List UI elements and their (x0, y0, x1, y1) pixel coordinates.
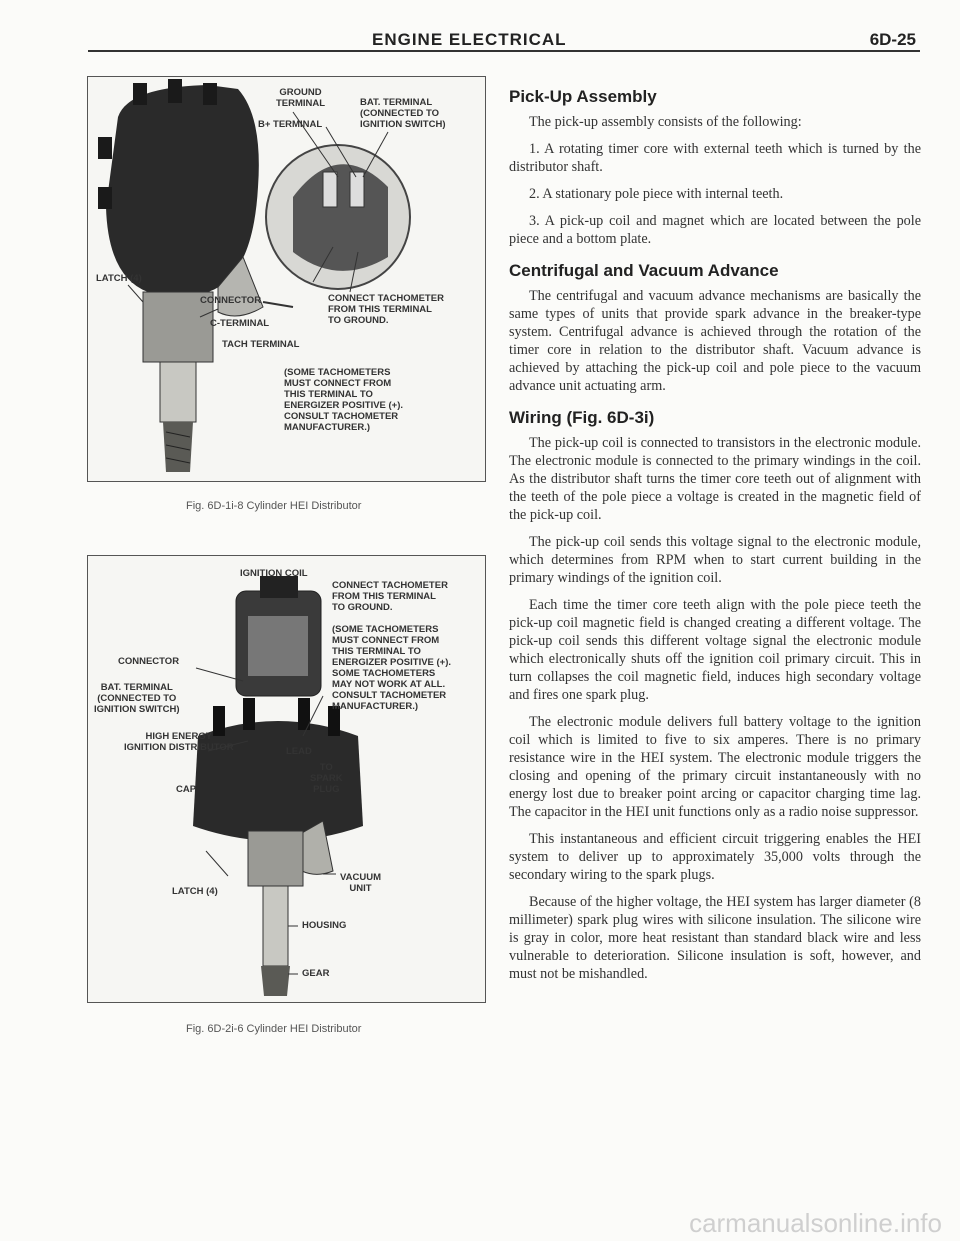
paragraph: The centrifugal and vacuum advance mechanisms are basically the same types of units that provide spark advance in the breaker-type system. Centrifugal advance is achieved through the rotation of the timer core in relation to the distributor shaft. Vacuum advance is achieved by attaching the pick-up coil and pole piece to the vacuum advance unit actuating arm. (509, 288, 921, 394)
section-heading-advance: Centrifugal and Vacuum Advance (509, 261, 779, 280)
label-ignition-coil: IGNITION COIL (240, 568, 308, 579)
label-housing: HOUSING (302, 920, 347, 931)
paragraph: The pick-up coil is connected to transistors in the electronic module. The electronic module is connected to the primary windings in the coil. As the distributor shaft turns the timer core teeth out of alignment with the teeth of the pole piece a voltage is created in the magnetic field of the pick-up coil. (509, 435, 921, 523)
label-some-tach: (SOME TACHOMETERS MUST CONNECT FROM THIS TERMINAL TO ENERGIZER POSITIVE (+). SOME TACHOMETERS MAY NOT WORK AT ALL. CONSULT TACHOMETER MANUFACTURER.) (332, 624, 452, 712)
paragraph: 3. A pick-up coil and magnet which are located between the pole piece and a bottom plate. (509, 213, 921, 247)
paragraph: Because of the higher voltage, the HEI system has larger diameter (8 millimeter) spark plug wires with silicone insulation. The silicone wire is gray in color, more heat resistant than standard black wire and less vulnerable to deterioration. Silicone insulation is soft, however, and must not be mishandled. (509, 894, 921, 982)
label-ground-terminal: GROUND TERMINAL (276, 87, 326, 109)
figure-8-cylinder-distributor (87, 76, 486, 482)
label-hei-distributor: HIGH ENERGY IGNITION DISTRIBUTOR (124, 731, 234, 753)
label-tach-terminal: TACH TERMINAL (222, 339, 300, 350)
section-heading-wiring: Wiring (Fig. 6D-3i) (509, 408, 655, 427)
paragraph: The pick-up assembly consists of the following: (529, 114, 802, 130)
label-c-terminal: C-TERMINAL (210, 318, 270, 329)
label-latch: LATCH (4) (96, 273, 142, 284)
paragraph: The pick-up coil sends this voltage signal to the electronic module, which determines from RPM when to start current building in the primary windings of the ignition coil. (509, 534, 921, 586)
label-to-spark-plug: TO SPARK PLUG (310, 762, 343, 795)
paragraph: This instantaneous and efficient circuit triggering enables the HEI system to deliver up to approximately 35,000 volts through the secondary wiring to the spark plugs. (509, 831, 921, 883)
label-connector: CONNECTOR (200, 295, 262, 306)
header-rule (88, 50, 920, 52)
paragraph: Each time the timer core teeth align with the pole piece teeth the pick-up coil magnetic field is changed creating a different voltage. The pick-up coil sends this different voltage signal the electronic module which electronically shuts off the ignition coil primary circuit. This in turn collapses the coil magnetic field, induces high secondary voltage and fires one spark plug. (509, 597, 921, 703)
label-lead: LEAD (286, 746, 312, 757)
section-heading-pickup: Pick-Up Assembly (509, 87, 657, 106)
paragraph: 1. A rotating timer core with external teeth which is turned by the distributor shaft. (509, 141, 921, 175)
label-connector: CONNECTOR (118, 656, 180, 667)
label-gear: GEAR (302, 968, 330, 979)
label-latch: LATCH (4) (172, 886, 218, 897)
label-some-tach: (SOME TACHOMETERS MUST CONNECT FROM THIS TERMINAL TO ENERGIZER POSITIVE (+). CONSULT TACHOMETER MANUFACTURER.) (284, 367, 404, 433)
label-connect-tach: CONNECT TACHOMETER FROM THIS TERMINAL TO GROUND. (332, 580, 448, 613)
figure-6-cylinder-distributor (87, 555, 486, 1003)
paragraph: The electronic module delivers full battery voltage to the ignition coil which is limited to five to six amperes. There is no primary resistance wire in the HEI system. The electronic module triggers the closing and opening of the primary circuit instantaneously with no energy lost due to breaker point arcing or capacitor charging time lag. The capacitor in the HEI unit functions only as a radio noise suppressor. (509, 714, 921, 820)
label-bat-terminal: BAT. TERMINAL (CONNECTED TO IGNITION SWITCH) (360, 97, 446, 130)
hei-distributor-illustration (88, 556, 485, 1002)
label-bat-terminal: BAT. TERMINAL (CONNECTED TO IGNITION SWITCH) (94, 682, 180, 715)
label-cap: CAP (176, 784, 197, 795)
chapter-title: ENGINE ELECTRICAL (372, 30, 567, 49)
label-connect-tach: CONNECT TACHOMETER FROM THIS TERMINAL TO GROUND. (328, 293, 444, 326)
paragraph: 2. A stationary pole piece with internal teeth. (529, 186, 784, 202)
figure2-caption: Fig. 6D-2i-6 Cylinder HEI Distributor (186, 1023, 362, 1035)
label-vacuum-unit: VACUUM UNIT (340, 872, 381, 894)
label-bplus-terminal: B+ TERMINAL (258, 119, 323, 130)
watermark: carmanualsonline.info (689, 1208, 942, 1238)
body-text-column (509, 88, 921, 992)
figure1-caption: Fig. 6D-1i-8 Cylinder HEI Distributor (186, 500, 362, 512)
page-number: 6D-25 (869, 30, 916, 49)
